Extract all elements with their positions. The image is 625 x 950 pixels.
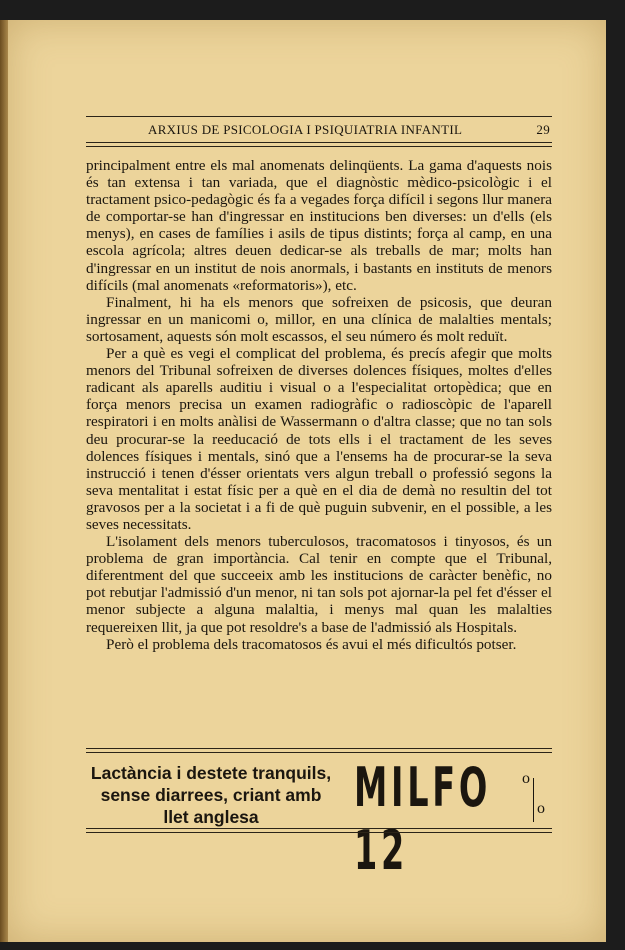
ad-rule-bottom <box>86 828 552 829</box>
running-header <box>86 116 552 147</box>
ad-slogan-line-1: Lactància i destete tranquils, <box>90 763 332 783</box>
paragraph-3: Per a què es vegi el complicat del problema, és precís afegir que molts menors del Tribunal sofreixen de diverses dolences físiques, moltes d'elles radicant als aparells auditiu i visual o a l'especialitat ortopèdica; que en força menors precisa un examen radiogràfic o radioscòpic de l'aparell respiratori i en molts anàlisi de Wassermann o d'altra classe; que no tan sols deu procurar-se la reeducació de tots ells i el tractament de les seves dolences físiques i mentals, sinó que a l'ensems ha de procurar-se la seva instrucció i tenen d'ésser orientats vers algun treball o professió segons la seva mentalitat i estat físic per a què en el dia de demà no resultin del tot gravosos per a la societat i a fi de què puguin subvenir, en el possible, a les seves necessitats. <box>86 345 552 533</box>
ad-slogan-line-3: llet anglesa <box>163 807 259 827</box>
ad-brand-name: MILFO 12 <box>354 756 492 882</box>
ad-brand-bar <box>533 778 534 822</box>
header-row <box>86 121 552 140</box>
header-rule-top <box>86 116 552 117</box>
ad-rule-top <box>86 748 552 749</box>
paragraph-5: Però el problema dels tracomatosos és avui el més dificultós potser. <box>106 635 517 653</box>
ad-brand-mark-bottom: o <box>537 800 545 817</box>
paragraph-1: principalment entre els mal anomenats delinqüents. La gama d'aquests nois és tan extensa i tan variada, que el diagnòstic mèdico-psicològic i el tractament psico-pedagògic és fa a vegades força difícil i segons llur manera de comportar-se han d'ingressar en institucions ben diverses: un d'ells (els menys), en cases de famílies i asils de tipus distints; força al camp, en una escola agrícola; altres deuen dedicar-se als treballs de mar; molts han d'ingressar en un institut de nois anormals, i bastants en instituts de menors difícils (mal anomenats «reformatoris»), etc. <box>86 157 552 294</box>
paragraph-2: Finalment, hi ha els menors que sofreixen de psicosis, que deuran ingressar en un manicomi o, millor, en una clínica de malalties mentals; sortosament, aquests són molt escassos, el seu número és molt reduït. <box>86 293 552 345</box>
journal-title: ARXIUS DE PSICOLOGIA I PSIQUIATRIA INFANTIL <box>148 122 463 137</box>
header-rule-bottom-2 <box>86 146 552 147</box>
advertisement <box>86 748 552 882</box>
article-body <box>86 157 552 653</box>
ad-slogan <box>86 762 336 828</box>
ad-rule-bottom-2 <box>86 832 552 833</box>
ad-rule-top-2 <box>86 752 552 753</box>
ad-slogan-line-2: sense diarrees, criant amb <box>100 785 322 805</box>
page-number: 29 <box>536 122 550 137</box>
header-rule-bottom <box>86 142 552 143</box>
ad-brand-mark-top: o <box>522 770 530 787</box>
paragraph-4: L'isolament dels menors tuberculosos, tracomatosos i tinyosos, és un problema de gran importància. Cal tenir en compte que el Tribunal, diferentment del que succeeix amb les institucions de caràcter benèfic, no pot rebutjar l'admissió d'un menor, ni tan sols pot ajornar-la pel fet d'ésser el menor subjecte a alguna malaltia, i menys mal quan les malalties requereixen llit, ja que pot resoldre's a base de l'admissió als Hospitals. <box>86 533 552 636</box>
